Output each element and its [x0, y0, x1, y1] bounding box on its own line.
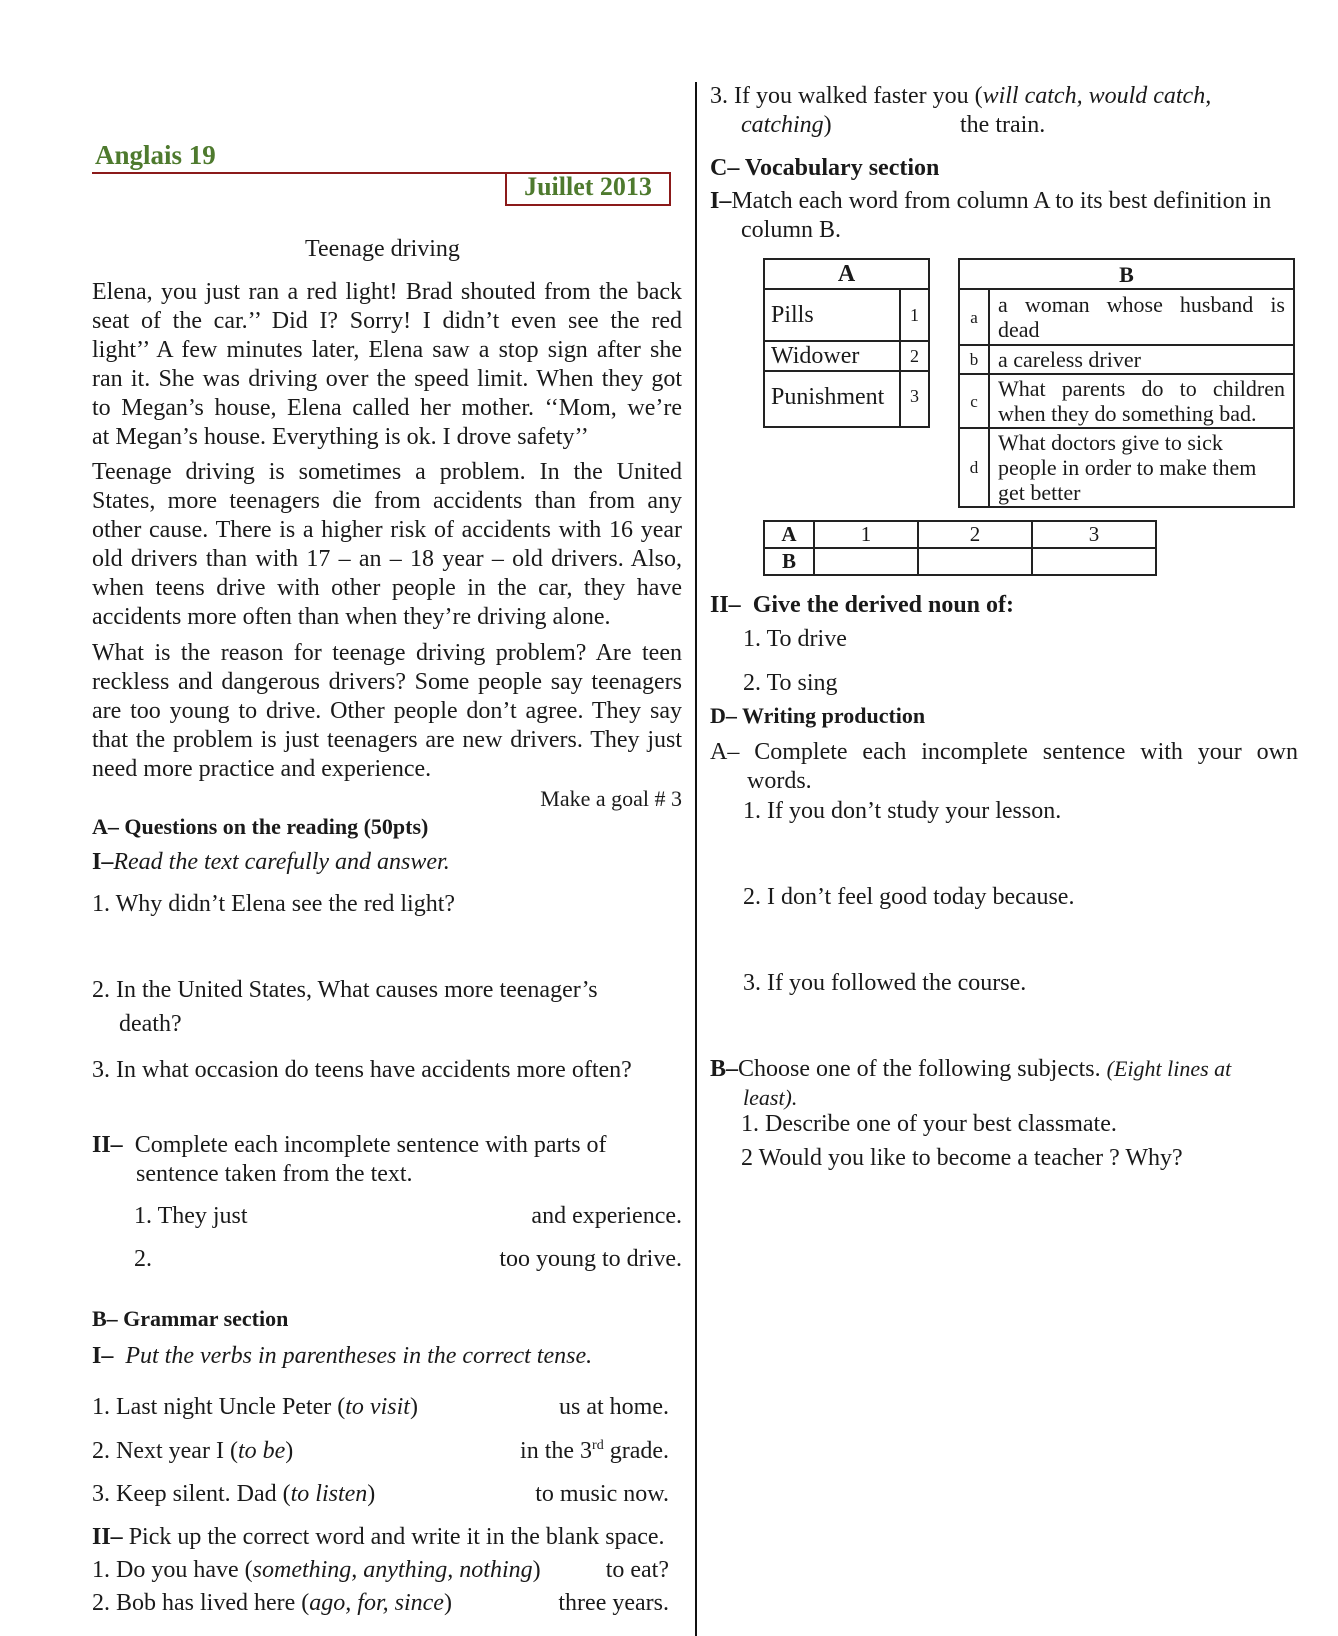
table-row: b a careless driver [959, 345, 1294, 374]
grammar-2-end: in the 3rd grade. [520, 1438, 669, 1464]
sentence-2-end: too young to drive. [499, 1246, 682, 1272]
pick-1: 1. Do you have (something, anything, nothing) [92, 1557, 541, 1583]
table-row: Punishment 3 [764, 371, 929, 427]
section-b-heading: B– Grammar section [92, 1306, 289, 1331]
subject-2: 2 Would you like to become a teacher ? Why? [741, 1145, 1183, 1171]
section-a-heading: A– Questions on the reading (50pts) [92, 814, 429, 839]
section-d-b-line1: B–Choose one of the following subjects. (Eight lines at [710, 1056, 1232, 1082]
writing-2: 2. I don’t feel good today because. [743, 884, 1075, 910]
answer-cell-2[interactable] [918, 548, 1032, 575]
derive-2: 2. To sing [743, 670, 838, 696]
answer-cell-3[interactable] [1032, 548, 1156, 575]
answer-grid: A 1 2 3 B [763, 520, 1157, 576]
sentence-1-end: and experience. [531, 1203, 682, 1229]
section-c-part1-line2: column B. [741, 217, 841, 243]
answer-cell-1[interactable] [814, 548, 918, 575]
column-divider [695, 82, 697, 1636]
section-c-heading: C– Vocabulary section [710, 155, 940, 181]
section-a-part2-line2: sentence taken from the text. [136, 1161, 413, 1187]
sentence-1-start: 1. They just [134, 1203, 248, 1229]
table-row: Pills 1 [764, 289, 929, 341]
pick-3-line2: catching) [741, 112, 832, 138]
section-d-a-line2: words. [747, 768, 812, 794]
exam-date: Juillet 2013 [505, 172, 671, 206]
pick-3-end: the train. [960, 112, 1046, 138]
grammar-1-end: us at home. [559, 1394, 669, 1420]
sentence-2-start: 2. [134, 1246, 152, 1272]
pick-2-end: three years. [558, 1590, 669, 1616]
paragraph-1: Elena, you just ran a red light! Brad shouted from the back seat of the car.’’ Did I? Sorry! I didn’t even see the red light’’ A few minutes later, Elena saw a stop sign after she ran it. She was driving over the speed limit. When they got to Megan’s house, Elena called her mother. ‘‘Mom, we’re at Megan’s house. Everything is ok. I drove safety’’ [92, 279, 682, 450]
text-source: Make a goal # 3 [540, 786, 682, 811]
section-a-part1: I–Read the text carefully and answer. [92, 849, 450, 875]
section-d-a-line1: A– Complete each incomplete sentence with your own [710, 739, 1299, 765]
writing-1: 1. If you don’t study your lesson. [743, 798, 1062, 824]
table-row: a a woman whose husband is dead [959, 289, 1294, 345]
column-a-table [763, 258, 930, 428]
section-d-b-line2: least). [743, 1085, 798, 1110]
section-a-part2-line1: II– Complete each incomplete sentence with parts of [92, 1132, 607, 1158]
grammar-3: 3. Keep silent. Dad (to listen) [92, 1481, 376, 1507]
paragraph-3: What is the reason for teenage driving problem? Are teen reckless and dangerous drivers? Some people say teenagers are too young to drive. Other people don’t agree. They say that the problem is just teenagers are new drivers. They just need more practice and experience. [92, 640, 682, 782]
subject-1: 1. Describe one of your best classmate. [741, 1111, 1117, 1137]
derive-1: 1. To drive [743, 626, 847, 652]
section-c-part1-line1: I–Match each word from column A to its best definition in [710, 188, 1272, 214]
grammar-1: 1. Last night Uncle Peter (to visit) [92, 1394, 418, 1420]
table-row: Widower 2 [764, 341, 929, 371]
paragraph-2: Teenage driving is sometimes a problem. In the United States, more teenagers die from accidents than from any other cause. There is a higher risk of accidents with 16 year old drivers than with 17 – an – 18 year – old drivers. Also, when teens drive with other people in the car, they have accidents more often than when they’re driving alone. [92, 459, 682, 630]
text-title: Teenage driving [305, 236, 460, 262]
grammar-3-end: to music now. [535, 1481, 669, 1507]
section-d-heading: D– Writing production [710, 703, 926, 728]
pick-2: 2. Bob has lived here (ago, for, since) [92, 1590, 452, 1616]
exam-title: Anglais 19 [95, 140, 216, 170]
table-row: c What parents do to children when they do something bad. [959, 374, 1294, 428]
pick-1-end: to eat? [605, 1557, 669, 1583]
column-b-header: B [959, 259, 1294, 289]
question-2-line1: 2. In the United States, What causes more teenager’s [92, 977, 598, 1003]
writing-3: 3. If you followed the course. [743, 970, 1027, 996]
column-b-table [958, 258, 1295, 508]
pick-3-line1: 3. If you walked faster you (will catch, would catch, [710, 83, 1212, 109]
section-c-part2-heading: II– Give the derived noun of: [710, 592, 1015, 618]
section-b-part1: I– Put the verbs in parentheses in the correct tense. [92, 1343, 593, 1369]
section-b-part2: II– Pick up the correct word and write it in the blank space. [92, 1524, 665, 1550]
grammar-2: 2. Next year I (to be) [92, 1438, 294, 1464]
question-2-line2: death? [119, 1011, 182, 1037]
table-row: d What doctors give to sick people in order to make them get better [959, 428, 1294, 507]
column-a-header: A [764, 259, 929, 289]
question-3: 3. In what occasion do teens have accidents more often? [92, 1057, 632, 1083]
question-1: 1. Why didn’t Elena see the red light? [92, 891, 456, 917]
